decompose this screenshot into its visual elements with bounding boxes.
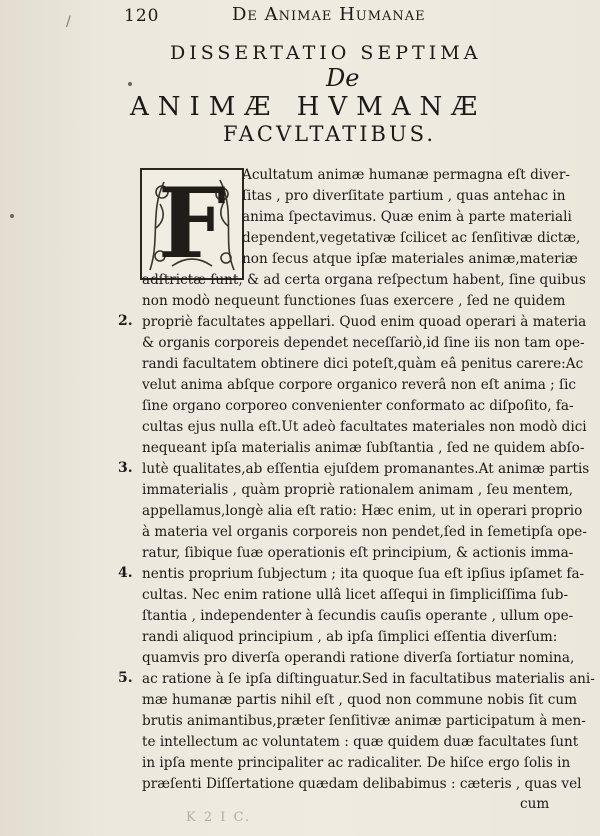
text-line: cultas. Nec enim ratione ullâ licet aſſequi in ſimpliciſſima ſub- [142, 587, 569, 603]
text-line: mæ humanæ partis nihil eſt , quod non commune nobis ſit cum [142, 692, 577, 708]
text-line: immaterialis , quàm propriè rationalem animam , ſeu mentem, [142, 482, 574, 498]
text-line: ſine organo corporeo convenienter conformato ac diſpoſito, fa- [142, 398, 574, 414]
text-line: ſtantia , independenter à ſecundis cauſis operante , ullum ope- [142, 608, 574, 624]
text-line: quamvis pro diverſa operandi ratione diverſa ſortiatur nomina, [142, 650, 575, 666]
text-line: adſtrictæ ſunt, & ad certa organa reſpectum habent, ſine quibus [142, 272, 586, 288]
text-line: lutè qualitates,ab eſſentia ejuſdem promanantes.At animæ partis [142, 461, 590, 477]
text-line: cultas ejus nulla eſt.Ut adeò facultates materiales non modò dici [142, 419, 587, 435]
text-line: ac ratione à ſe ipſa diſtinguatur.Sed in facultatibus materialis ani- [142, 671, 595, 687]
text-line: nentis proprium ſubjectum ; ita quoque ſua eſt ipſius ipſamet fa- [142, 566, 585, 582]
text-line: appellamus,longè alia eſt ratio: Hæc enim, ut in operari proprio [142, 503, 583, 519]
text-line: anima ſpectavimus. Quæ enim à parte materiali [242, 209, 572, 225]
chapter-de: De [326, 64, 360, 92]
text-line: brutis animantibus,præter ſenſitivæ animæ participatum à men- [142, 713, 586, 729]
text-line: propriè facultates appellari. Quod enim quoad operari à materia [142, 314, 587, 330]
text-line: randi facultatem obtinere dici poteſt,quàm eâ penitus carere:Ac [142, 356, 584, 372]
chapter-subtitle-line2: FACVLTATIBUS. [223, 122, 436, 146]
page-number: 120 [124, 6, 160, 26]
margin-number: 4. [118, 565, 133, 581]
running-head: De Animae Humanae [232, 4, 426, 25]
text-line: à materia vel organis corporeis non pendet,ſed in ſemetipſa ope- [142, 524, 587, 540]
text-line: præſenti Diſſertatione quædam delibabimus : cæteris , quas vel [142, 776, 582, 792]
chapter-title: DISSERTATIO SEPTIMA [170, 42, 482, 64]
text-line: randi aliquod principium , ab ipſa ſimplici eſſentia diverſum: [142, 629, 558, 645]
text-line: non ſecus atque ipſæ materiales animæ,materiæ [242, 251, 578, 267]
text-line: non modò nequeunt functiones ſuas exercere , ſed ne quidem [142, 293, 566, 309]
text-line: nequeant ipſa materialis animæ ſubſtantia , ſed ne quidem abſo- [142, 440, 585, 456]
margin-number: 5. [118, 670, 133, 686]
text-line: Acultatum animæ humanæ permagna eſt diver- [242, 167, 570, 183]
text-line: ratur, ſibique ſuæ operationis eſt principium, & actionis imma- [142, 545, 574, 561]
initial-letter: F [157, 167, 227, 280]
gutter-mark: / [66, 14, 71, 30]
text-line: in ipſa mente principaliter ac radicaliter. De hiſce ergo ſolis in [142, 755, 571, 771]
text-line: dependent,vegetativæ ſcilicet ac ſenſitivæ dictæ, [242, 230, 581, 246]
ink-spot [128, 82, 132, 86]
margin-number: 3. [118, 460, 133, 476]
ink-spot [10, 214, 14, 218]
decorated-initial [140, 168, 244, 280]
margin-number: 2. [118, 313, 133, 329]
chapter-subtitle-line1: ANIMÆ HVMANÆ [130, 92, 487, 122]
text-line: & organis corporeis dependet neceſſariò,id ſine iis non tam ope- [142, 335, 585, 351]
signature-mark: K 2 I C. [186, 810, 252, 825]
text-line: velut anima abſque corpore organico reverâ non eſt anima ; ſic [142, 377, 577, 393]
text-line: ſitas , pro diverſitate partium , quas antehac in [242, 188, 566, 204]
text-line: te intellectum ac voluntatem : quæ quidem duæ facultates ſunt [142, 734, 579, 750]
catchword: cum [520, 796, 550, 812]
